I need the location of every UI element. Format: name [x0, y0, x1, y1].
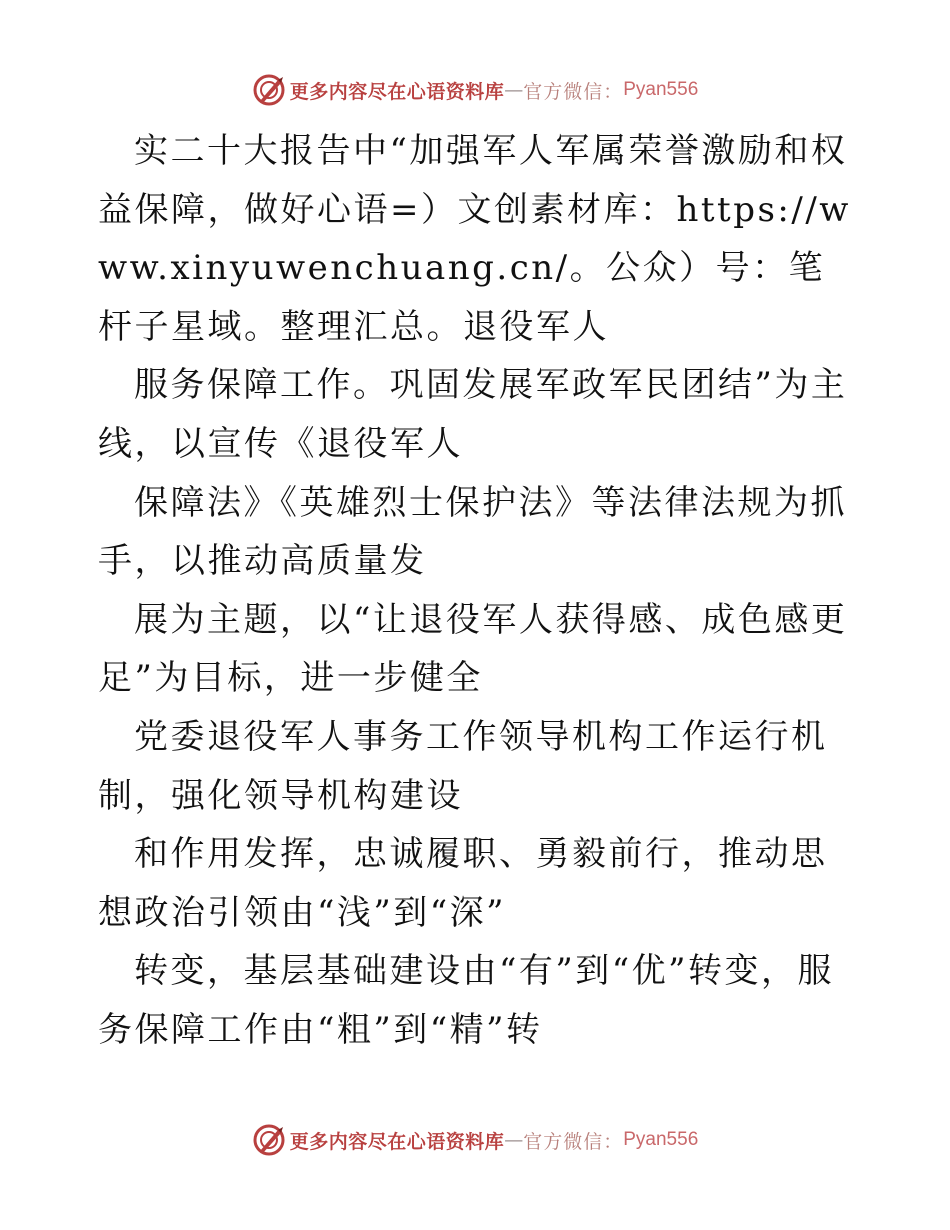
site-name-text: 更多内容尽在心语资料库 [289, 80, 505, 103]
wechat-id: Pyan556 [623, 79, 699, 100]
header-watermark-banner [0, 70, 950, 110]
paragraph-4: 展为主题，以“让退役军人获得感、成色感更足”为目标，进一步健全 [98, 599, 848, 699]
pen-nib-logo-icon [252, 73, 286, 107]
document-body [98, 122, 858, 1060]
site-name-text: 更多内容尽在心语资料库 [289, 1130, 505, 1153]
paragraph-1: 实二十大报告中“加强军人军属荣誉激励和权益保障，做好心语=）文创素材库：https://www.xinyuwenchuang.cn/。公众）号：笔杆子星域。整理汇总。退役军人 [98, 131, 851, 347]
banner-separator: — [504, 79, 524, 101]
paragraph-3: 保障法》《英雄烈士保护法》等法律法规为抓手，以推动高质量发 [98, 482, 847, 582]
paragraph-2: 服务保障工作。巩固发展军政军民团结”为主线，以宣传《退役军人 [98, 365, 848, 464]
wechat-label: 官方微信： [523, 1130, 624, 1153]
paragraph-6: 和作用发挥，忠诚履职、勇毅前行，推动思想政治引领由“浅”到“深” [98, 834, 828, 933]
pen-nib-logo-icon [252, 1123, 286, 1157]
footer-watermark-banner [0, 1120, 950, 1160]
paragraph-7: 转变，基层基础建设由“有”到“优”转变，服务保障工作由“粗”到“精”转 [98, 951, 835, 1050]
wechat-label: 官方微信： [523, 80, 624, 103]
paragraph-5: 党委退役军人事务工作领导机构工作运行机制，强化领导机构建设 [98, 716, 828, 816]
banner-separator: — [504, 1129, 524, 1151]
wechat-id: Pyan556 [623, 1129, 699, 1150]
